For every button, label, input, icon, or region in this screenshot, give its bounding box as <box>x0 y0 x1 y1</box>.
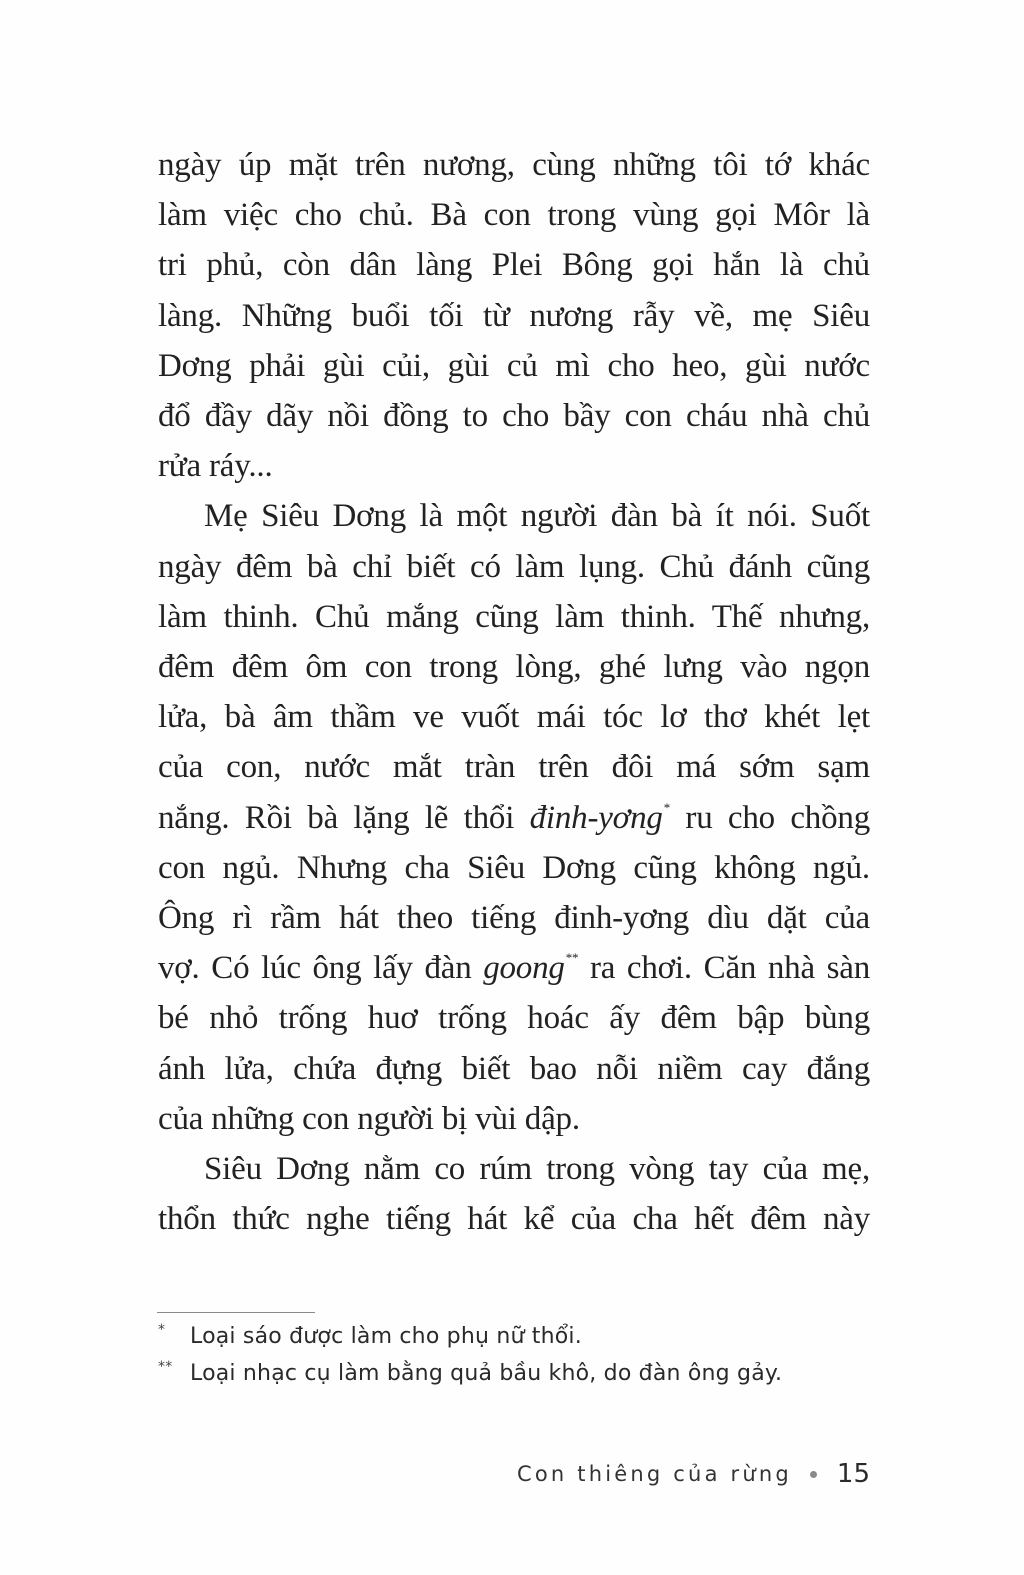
text-line-with-footnote <box>158 793 870 843</box>
text-line: làm việc cho chủ. Bà con trong vùng gọi Môr là <box>158 197 870 234</box>
italic-term-goong: goong <box>483 950 565 987</box>
text-line: thổn thức nghe tiếng hát kể của cha hết đêm này <box>158 1201 870 1238</box>
page-number: 15 <box>836 1459 870 1489</box>
text-line: của những con người bị vùi dập. <box>158 1100 580 1137</box>
text-line: Dơng phải gùi củi, gùi củ mì cho heo, gùi nước <box>158 347 870 384</box>
footnote-2 <box>158 1355 870 1392</box>
running-footer <box>517 1459 870 1489</box>
text-line: bé nhỏ trống huơ trống hoác ấy đêm bập bùng <box>158 1000 870 1037</box>
footnote-text: Loại sáo được làm cho phụ nữ thổi. <box>190 1324 582 1349</box>
text-line-with-footnote <box>158 943 870 993</box>
text-line: Mẹ Siêu Dơng là một người đàn bà ít nói. Suốt <box>204 498 870 535</box>
footnote-separator <box>157 1312 315 1313</box>
footnote-text: Loại nhạc cụ làm bằng quả bầu khô, do đàn ông gảy. <box>190 1361 783 1386</box>
footnote-mark: ** <box>158 1359 173 1375</box>
footnotes <box>158 1318 870 1392</box>
text-line: đêm đêm ôm con trong lòng, ghé lưng vào ngọn <box>158 649 870 686</box>
text-run: vợ. Có lúc ông lấy đàn <box>158 950 484 987</box>
text-line: ánh lửa, chứa đựng biết bao nỗi niềm cay đắng <box>158 1050 870 1087</box>
text-run: nắng. Rồi bà lặng lẽ thổi <box>158 799 530 836</box>
paragraph <box>158 491 870 1144</box>
text-line: con ngủ. Nhưng cha Siêu Dơng cũng không ngủ. <box>158 849 870 886</box>
text-line: của con, nước mắt tràn trên đôi má sớm sạm <box>158 749 870 786</box>
text-line: đổ đầy dãy nồi đồng to cho bầy con cháu nhà chủ <box>158 398 870 435</box>
book-title: Con thiêng của rừng <box>517 1462 792 1486</box>
footnote-1 <box>158 1318 870 1355</box>
text-line: tri phủ, còn dân làng Plei Bông gọi hắn là chủ <box>158 247 870 284</box>
text-run: ru cho chồng <box>670 799 870 836</box>
text-run: ra chơi. Căn nhà sàn <box>578 950 870 987</box>
paragraph <box>158 140 870 491</box>
italic-term-dinh-yong: đinh-yơng <box>529 799 663 836</box>
text-line: ngày úp mặt trên nương, cùng những tôi tớ khác <box>158 147 870 183</box>
bullet-separator-icon <box>810 1471 817 1478</box>
footnote-mark: * <box>158 1322 166 1338</box>
text-line: Siêu Dơng nằm co rúm trong vòng tay của mẹ, <box>204 1151 870 1188</box>
footnote-ref-1[interactable]: * <box>663 799 671 815</box>
text-line: làng. Những buổi tối từ nương rẫy về, mẹ Siêu <box>158 297 870 334</box>
text-line: ngày đêm bà chỉ biết có làm lụng. Chủ đánh cũng <box>158 548 870 585</box>
body-text <box>158 140 870 1244</box>
text-line: làm thinh. Chủ mắng cũng làm thinh. Thế nhưng, <box>158 598 870 635</box>
text-line: lửa, bà âm thầm ve vuốt mái tóc lơ thơ khét lẹt <box>158 699 870 736</box>
text-line: Ông rì rầm hát theo tiếng đinh-yơng dìu dặt của <box>158 900 870 937</box>
footnote-ref-2[interactable]: ** <box>565 950 579 966</box>
text-line: rửa ráy... <box>158 448 273 485</box>
paragraph <box>158 1144 870 1244</box>
